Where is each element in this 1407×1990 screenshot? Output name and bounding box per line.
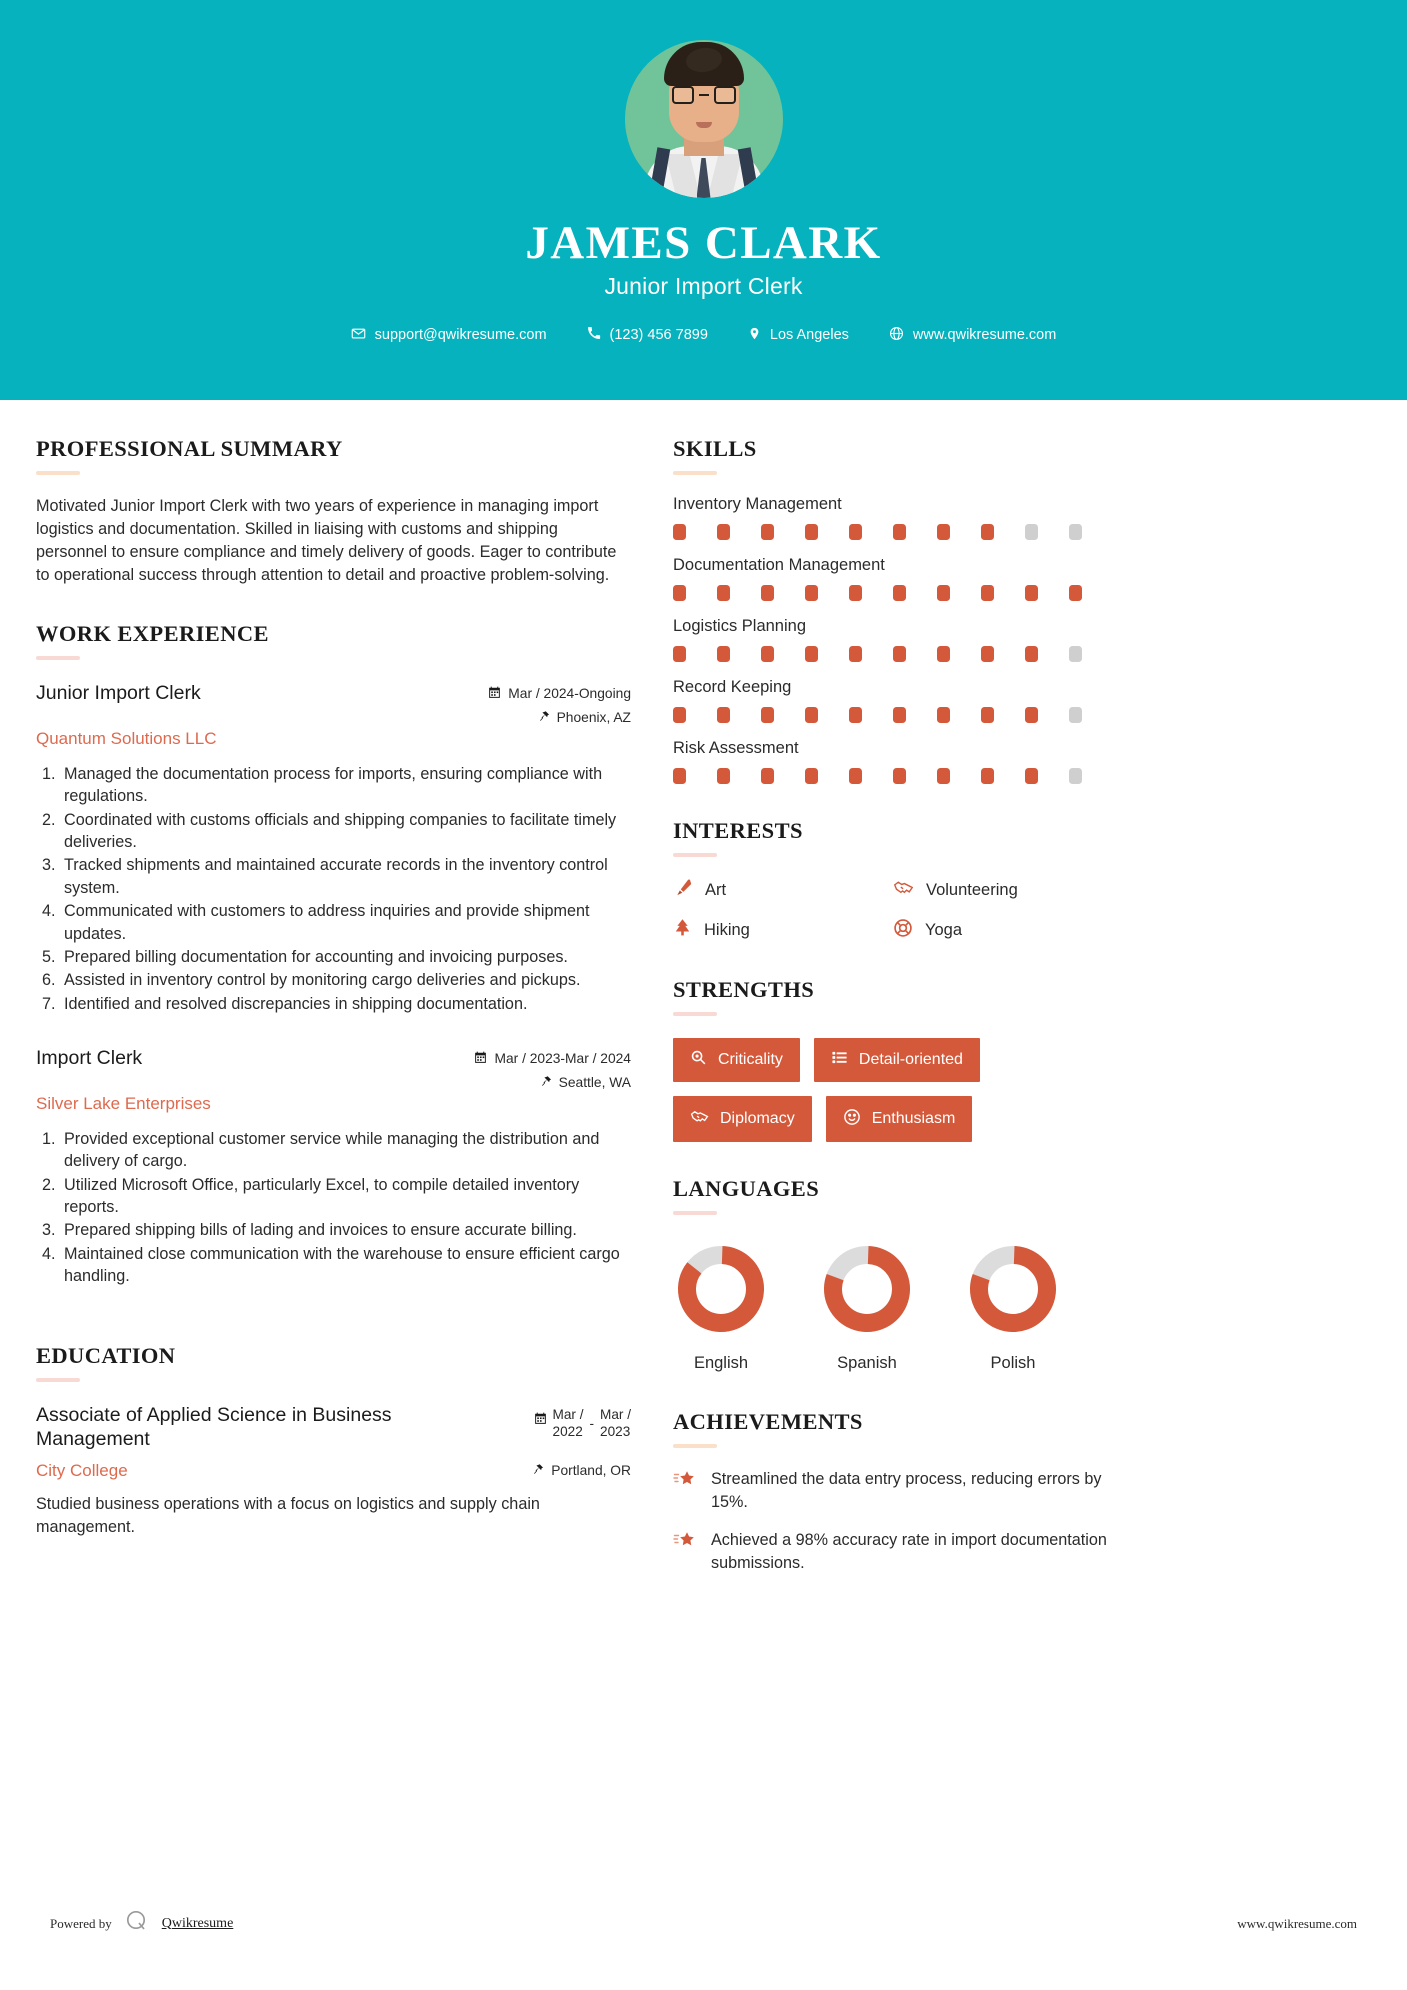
- language-donut-chart: [673, 1241, 769, 1337]
- language-donut-chart: [965, 1241, 1061, 1337]
- resume-header: [0, 0, 1407, 400]
- skill-dot: [673, 585, 686, 601]
- interest-label: Yoga: [925, 920, 963, 939]
- skill-dot: [1025, 646, 1038, 662]
- section-title-education: EDUCATION: [36, 1343, 176, 1369]
- education-description: Studied business operations with a focus on logistics and supply chain management.: [36, 1495, 540, 1536]
- education-date-separator: -: [589, 1416, 595, 1432]
- section-rule: [36, 471, 80, 475]
- pushpin-icon: [541, 1074, 552, 1091]
- skill-dot: [805, 524, 818, 540]
- skill-dot: [1025, 585, 1038, 601]
- work-bullet: 6. Assisted in inventory control by monitoring cargo deliveries and pickups.: [60, 969, 631, 991]
- language-label: English: [693, 1354, 749, 1372]
- skill-dot: [893, 524, 906, 540]
- skill-dot: [849, 585, 862, 601]
- section-rule: [673, 1444, 717, 1448]
- skill-item: [673, 678, 1371, 723]
- contact-row: [331, 326, 1077, 345]
- work-role: Junior Import Clerk: [36, 682, 201, 704]
- strength-label: Enthusiasm: [871, 1110, 956, 1127]
- skill-dot: [717, 768, 730, 784]
- skill-dot: [1025, 768, 1038, 784]
- contact-email-text: support@qwikresume.com: [374, 327, 547, 344]
- interest-label: Volunteering: [926, 880, 1018, 899]
- smiley-icon: [843, 1108, 861, 1131]
- interests-grid: [673, 877, 1103, 943]
- footer-brand-link[interactable]: Qwikresume: [161, 1915, 234, 1931]
- skill-dot: [1069, 585, 1082, 601]
- contact-location[interactable]: [748, 326, 849, 345]
- qwikresume-logo-icon: [125, 1909, 149, 1938]
- right-column: [673, 436, 1371, 1591]
- skill-dot: [805, 646, 818, 662]
- skill-dot: [761, 524, 774, 540]
- skill-rating: [673, 707, 1371, 723]
- skill-rating: [673, 524, 1371, 540]
- skill-item: [673, 739, 1371, 784]
- star-badge-icon: [673, 1468, 697, 1497]
- skill-dot: [761, 585, 774, 601]
- skill-dot: [1069, 768, 1082, 784]
- section-title-strengths: STRENGTHS: [673, 977, 815, 1002]
- lifebuoy-icon: [893, 918, 913, 943]
- achievement-item: [673, 1529, 1371, 1574]
- work-bullet: 2. Coordinated with customs officials and shipping companies to facilitate timely deliveries.: [60, 809, 631, 854]
- strength-chip-enthusiasm[interactable]: [826, 1096, 973, 1142]
- skill-dot: [805, 768, 818, 784]
- work-location-text: Seattle, WA: [558, 1074, 631, 1090]
- section-title-interests: INTERESTS: [673, 818, 803, 843]
- language-label: Spanish: [837, 1354, 897, 1372]
- section-rule: [36, 656, 80, 660]
- skill-dot: [717, 646, 730, 662]
- skill-dot: [893, 585, 906, 601]
- summary-text: Motivated Junior Import Clerk with two years of experience in managing import logistics and documentation. Skilled in liaising with customs and shipping personnel to ensure compliance and timely delivery of goods. Eager to contribute to operational success through attention to detail and proactive problem-solving.: [36, 497, 617, 584]
- skill-dot: [1069, 524, 1082, 540]
- contact-phone-text: (123) 456 7899: [609, 327, 708, 344]
- skill-dot: [937, 646, 950, 662]
- skill-dot: [805, 707, 818, 723]
- education-start-month: Mar /: [552, 1407, 584, 1423]
- globe-icon: [889, 326, 904, 345]
- skill-dot: [805, 585, 818, 601]
- contact-email[interactable]: [351, 326, 547, 345]
- skill-dot: [673, 524, 686, 540]
- language-item: [673, 1241, 769, 1373]
- calendar-icon: [474, 1050, 487, 1067]
- skill-dot: [849, 707, 862, 723]
- left-column: [36, 436, 631, 1591]
- skill-dot: [717, 524, 730, 540]
- skill-rating: [673, 585, 1371, 601]
- skill-label: Documentation Management: [673, 556, 885, 574]
- work-bullet: 4. Communicated with customers to address inquiries and provide shipment updates.: [60, 900, 631, 945]
- skill-dot: [937, 585, 950, 601]
- work-entry: [36, 1047, 631, 1288]
- list-icon: [831, 1049, 848, 1071]
- skill-dot: [1069, 646, 1082, 662]
- skill-dot: [849, 524, 862, 540]
- education-degree: Associate of Applied Science in Business Management: [36, 1404, 392, 1451]
- skill-item: [673, 495, 1371, 540]
- language-donut-chart: [819, 1241, 915, 1337]
- section-education: [36, 1343, 631, 1538]
- contact-location-text: Los Angeles: [769, 327, 849, 344]
- skill-dot: [893, 768, 906, 784]
- strength-chip-criticality[interactable]: [673, 1038, 800, 1082]
- footer-url: www.qwikresume.com: [1237, 1915, 1357, 1931]
- achievement-text: Achieved a 98% accuracy rate in import documentation submissions.: [711, 1531, 1107, 1573]
- pushpin-icon: [539, 709, 550, 726]
- skill-dot: [981, 524, 994, 540]
- skill-item: [673, 617, 1371, 662]
- avatar: [625, 40, 783, 198]
- calendar-icon: [488, 685, 501, 702]
- skill-dot: [1025, 707, 1038, 723]
- section-professional-summary: [36, 436, 631, 587]
- work-bullets: [60, 763, 631, 1015]
- section-strengths: [673, 977, 1371, 1142]
- work-role: Import Clerk: [36, 1046, 143, 1069]
- work-organization: Silver Lake Enterprises: [36, 1093, 211, 1113]
- education-end-month: Mar /: [600, 1407, 631, 1423]
- strength-label: Detail-oriented: [858, 1051, 963, 1068]
- work-bullet: 3. Tracked shipments and maintained accurate records in the inventory control system.: [60, 854, 631, 899]
- education-date-start: [553, 1407, 584, 1440]
- interest-item: [673, 917, 883, 943]
- section-rule: [673, 853, 717, 857]
- education-date-end: [600, 1407, 631, 1440]
- language-item: [965, 1241, 1061, 1373]
- education-school: City College: [36, 1461, 128, 1481]
- star-badge-icon: [673, 1529, 697, 1558]
- skill-dot: [849, 646, 862, 662]
- strength-chip-diplomacy[interactable]: [673, 1096, 812, 1142]
- work-bullet: 7. Identified and resolved discrepancies in shipping documentation.: [60, 993, 631, 1015]
- education-dates: [534, 1407, 631, 1440]
- work-bullet: 1. Provided exceptional customer service while managing the distribution and delivery of cargo.: [60, 1128, 631, 1173]
- skill-item: [673, 556, 1371, 601]
- resume-body: [0, 400, 1407, 1591]
- work-bullet: 5. Prepared billing documentation for accounting and invoicing purposes.: [60, 946, 631, 968]
- skill-dot: [761, 707, 774, 723]
- language-item: [819, 1241, 915, 1373]
- skill-dot: [981, 585, 994, 601]
- section-title-achievements: ACHIEVEMENTS: [673, 1409, 863, 1434]
- phone-icon: [587, 326, 601, 344]
- handshake-icon: [893, 877, 914, 903]
- skill-dot: [981, 646, 994, 662]
- calendar-icon: [534, 1407, 547, 1430]
- work-bullet: 4. Maintained close communication with the warehouse to ensure efficient cargo handling.: [60, 1243, 631, 1288]
- section-rule: [673, 1211, 717, 1215]
- strength-chip-detail-oriented[interactable]: [814, 1038, 980, 1082]
- skill-label: Logistics Planning: [673, 617, 806, 635]
- section-title-summary: PROFESSIONAL SUMMARY: [36, 436, 343, 461]
- skill-dot: [761, 646, 774, 662]
- section-rule: [36, 1378, 80, 1382]
- section-rule: [673, 471, 717, 475]
- paintbrush-icon: [673, 878, 693, 903]
- education-entry: [36, 1404, 631, 1538]
- education-end-year: 2023: [600, 1423, 631, 1439]
- skill-dot: [673, 768, 686, 784]
- work-location: [488, 709, 631, 726]
- location-pin-icon: [748, 326, 761, 345]
- work-date: [488, 685, 631, 702]
- interest-label: Art: [705, 880, 727, 899]
- skill-dot: [849, 768, 862, 784]
- work-location-text: Phoenix, AZ: [556, 710, 631, 725]
- section-title-skills: SKILLS: [673, 436, 757, 461]
- achievement-text: Streamlined the data entry process, reducing errors by 15%.: [711, 1470, 1102, 1511]
- handshake-icon: [690, 1107, 709, 1131]
- skill-label: Inventory Management: [673, 495, 842, 513]
- section-title-languages: LANGUAGES: [673, 1176, 820, 1201]
- strength-label: Criticality: [718, 1051, 783, 1068]
- skill-rating: [673, 646, 1371, 662]
- contact-website-text: www.qwikresume.com: [912, 327, 1057, 344]
- work-organization: Quantum Solutions LLC: [36, 729, 217, 748]
- skill-label: Risk Assessment: [673, 739, 799, 757]
- skill-dot: [717, 707, 730, 723]
- candidate-job-title: Junior Import Clerk: [604, 272, 803, 299]
- search-icon: [690, 1049, 707, 1071]
- resume-footer: [0, 1909, 1407, 1938]
- work-date: [474, 1050, 631, 1067]
- interest-item: [893, 877, 1103, 903]
- strengths-list: [673, 1038, 1103, 1142]
- skill-dot: [717, 585, 730, 601]
- section-interests: [673, 818, 1371, 943]
- work-entry: [36, 682, 631, 1015]
- interest-label: Hiking: [704, 920, 750, 939]
- envelope-icon: [351, 326, 366, 345]
- skills-list: [673, 495, 1371, 784]
- languages-list: [673, 1241, 1371, 1373]
- skill-rating: [673, 768, 1371, 784]
- education-start-year: 2022: [552, 1423, 583, 1439]
- skill-dot: [1069, 707, 1082, 723]
- skill-dot: [937, 707, 950, 723]
- skill-dot: [761, 768, 774, 784]
- section-title-work: WORK EXPERIENCE: [36, 621, 269, 646]
- skill-dot: [673, 707, 686, 723]
- pine-tree-icon: [673, 917, 692, 943]
- skill-dot: [981, 707, 994, 723]
- work-bullet: 1. Managed the documentation process for imports, ensuring compliance with regulations.: [60, 763, 631, 808]
- skill-dot: [937, 768, 950, 784]
- skill-dot: [893, 646, 906, 662]
- candidate-name: JAMES CLARK: [525, 217, 882, 269]
- section-rule: [673, 1012, 717, 1016]
- skill-dot: [893, 707, 906, 723]
- interest-item: [673, 877, 883, 903]
- skill-label: Record Keeping: [673, 678, 792, 696]
- skill-dot: [981, 768, 994, 784]
- achievements-list: [673, 1468, 1371, 1575]
- work-bullets: [60, 1128, 631, 1288]
- contact-website[interactable]: [889, 326, 1056, 345]
- section-work-experience: [36, 621, 631, 1287]
- strength-label: Diplomacy: [720, 1110, 795, 1127]
- section-languages: [673, 1176, 1371, 1373]
- skill-dot: [673, 646, 686, 662]
- interest-item: [893, 917, 1103, 943]
- contact-phone[interactable]: [587, 326, 708, 344]
- skill-dot: [937, 524, 950, 540]
- skill-dot: [1025, 524, 1038, 540]
- footer-powered-by: Powered by: [50, 1915, 112, 1931]
- work-location: [474, 1074, 631, 1091]
- achievement-item: [673, 1468, 1371, 1513]
- education-location: [533, 1462, 631, 1479]
- work-bullet: 3. Prepared shipping bills of lading and invoices to ensure accurate billing.: [60, 1219, 631, 1241]
- work-date-text: Mar / 2024-Ongoing: [508, 686, 631, 701]
- section-skills: [673, 436, 1371, 784]
- education-location-text: Portland, OR: [551, 1463, 631, 1479]
- work-date-text: Mar / 2023-Mar / 2024: [494, 1050, 631, 1066]
- section-achievements: [673, 1409, 1371, 1575]
- language-label: Polish: [990, 1354, 1036, 1372]
- pushpin-icon: [533, 1462, 544, 1479]
- work-bullet: 2. Utilized Microsoft Office, particularly Excel, to compile detailed inventory reports.: [60, 1174, 631, 1219]
